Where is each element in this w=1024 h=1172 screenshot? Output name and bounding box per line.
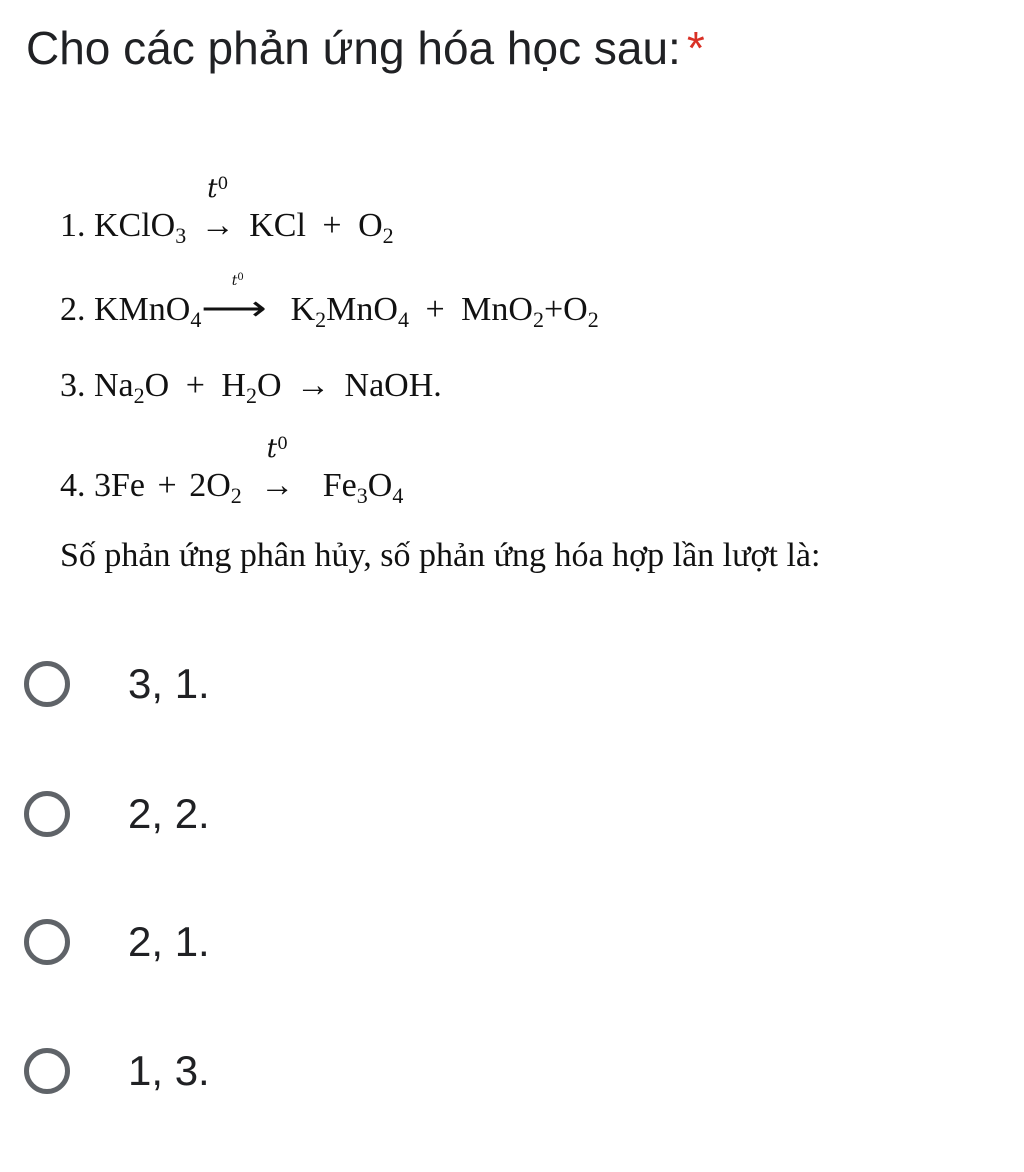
reaction-arrow xyxy=(201,272,274,330)
reactant: $H_2O$ xyxy=(221,367,282,408)
reaction-4 xyxy=(60,434,404,508)
radio-icon[interactable] xyxy=(24,1048,70,1094)
product: $Fe_3O_4$ xyxy=(322,467,404,508)
plus-sign: + xyxy=(185,367,205,404)
radio-icon[interactable] xyxy=(24,791,70,837)
product: $O_2$ xyxy=(563,291,599,332)
reaction-number: 3. xyxy=(60,367,86,404)
required-marker: * xyxy=(686,22,705,74)
reaction-condition: $t^0$ xyxy=(231,272,244,289)
option-4[interactable] xyxy=(24,1040,624,1102)
radio-icon[interactable] xyxy=(24,661,70,707)
reaction-condition: $t^0$ xyxy=(207,174,229,204)
reaction-2 xyxy=(60,272,599,332)
product: MnO$_2$ xyxy=(461,291,544,332)
reactant: 3Fe xyxy=(94,467,145,504)
reaction-1 xyxy=(60,174,394,248)
product: KCl xyxy=(249,207,306,244)
plus-sign: + xyxy=(425,291,445,328)
reactant: $2O_2$ xyxy=(189,467,242,508)
option-label: 1, 3. xyxy=(128,1047,210,1094)
product: $K_2MnO_4$ xyxy=(290,291,409,332)
option-label: 2, 2. xyxy=(128,790,210,837)
option-2[interactable] xyxy=(24,783,624,845)
reaction-arrow xyxy=(200,174,235,246)
reactant: KClO$_3$ xyxy=(94,207,187,248)
option-3[interactable] xyxy=(24,911,624,973)
reaction-condition: $t^0$ xyxy=(266,434,288,464)
arrow-icon: → xyxy=(296,367,331,404)
plus-sign: + xyxy=(543,291,564,328)
product: $O_2$ xyxy=(358,207,394,248)
option-label: 3, 1. xyxy=(128,660,210,707)
product: NaOH. xyxy=(344,367,442,404)
reaction-number: 2. xyxy=(60,291,86,328)
reaction-number: 4. xyxy=(60,467,86,504)
plus-sign: + xyxy=(322,207,342,244)
question-title xyxy=(26,18,705,78)
reactant: $Na_2O$ xyxy=(94,367,170,408)
option-label: 2, 1. xyxy=(128,918,210,965)
plus-sign: + xyxy=(157,467,177,504)
option-1[interactable] xyxy=(24,653,624,715)
reaction-arrow xyxy=(296,366,330,406)
arrow-icon: → xyxy=(200,207,235,244)
reaction-3 xyxy=(60,366,442,406)
arrow-icon: ⟶ xyxy=(201,291,268,328)
question-title-text: Cho các phản ứng hóa học sau: xyxy=(26,22,681,74)
radio-icon[interactable] xyxy=(24,919,70,965)
reactant: KMnO$_4$ xyxy=(94,291,202,332)
question-text: Số phản ứng phân hủy, số phản ứng hóa hợp lần lượt là: xyxy=(60,537,821,574)
arrow-icon: → xyxy=(260,467,295,504)
reaction-number: 1. xyxy=(60,207,86,244)
reaction-arrow xyxy=(260,434,295,506)
